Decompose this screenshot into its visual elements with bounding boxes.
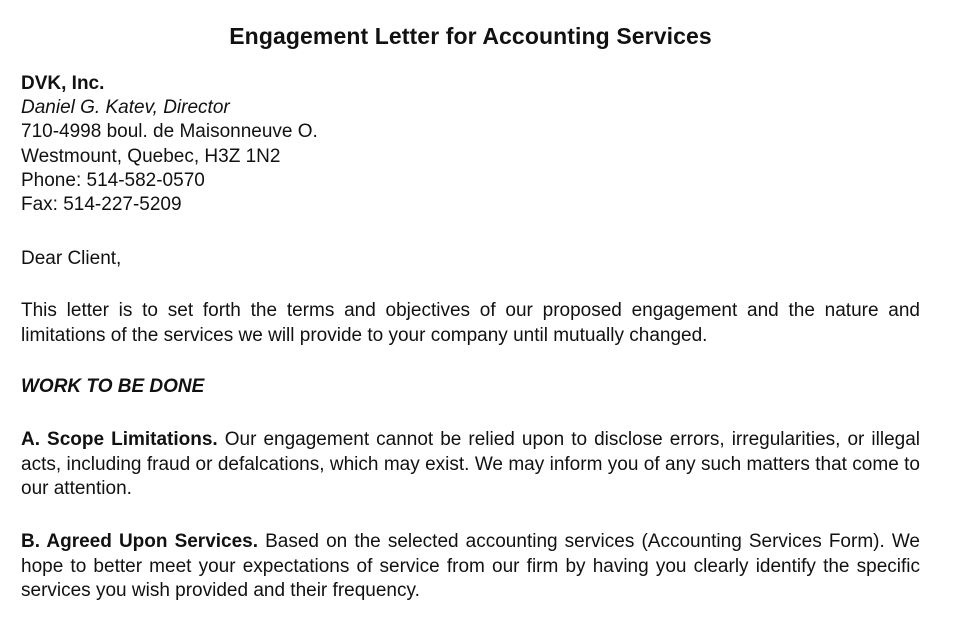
intro-paragraph: This letter is to set forth the terms and objectives of our proposed engagement and the nature and limitations of the services we will provide to your company until mutually changed. bbox=[21, 300, 920, 346]
document-title: Engagement Letter for Accounting Services bbox=[229, 23, 712, 49]
salutation: Dear Client, bbox=[21, 248, 122, 269]
address-line-1: 710-4998 boul. de Maisonneuve O. bbox=[21, 121, 318, 143]
section-heading: WORK TO BE DONE bbox=[21, 376, 205, 397]
phone-line: Phone: 514-582-0570 bbox=[21, 169, 205, 191]
section-b-label: B. Agreed Upon Services. bbox=[21, 531, 259, 552]
section-a-label: A. Scope Limitations. bbox=[21, 429, 218, 450]
section-a-text: Our engagement cannot be relied upon to disclose errors, irregularities, or illegal acts, including fraud or defalcations, which may exist. We may inform you of any such matters that come to our attention. bbox=[21, 429, 920, 499]
recipient-company: DVK, Inc. bbox=[21, 73, 105, 94]
address-line-2: Westmount, Quebec, H3Z 1N2 bbox=[21, 145, 281, 167]
recipient-signer: Daniel G. Katev, Director bbox=[21, 97, 230, 119]
section-b-paragraph bbox=[21, 530, 920, 604]
fax-line: Fax: 514-227-5209 bbox=[21, 194, 182, 216]
recipient-address-block bbox=[21, 72, 318, 217]
section-b-text: Based on the selected accounting services (Accounting Services Form). We hope to better meet your expectations of service from our firm by having you clearly identify the specific services you wish provided and their frequency. bbox=[21, 531, 920, 601]
section-a-paragraph bbox=[21, 428, 920, 502]
